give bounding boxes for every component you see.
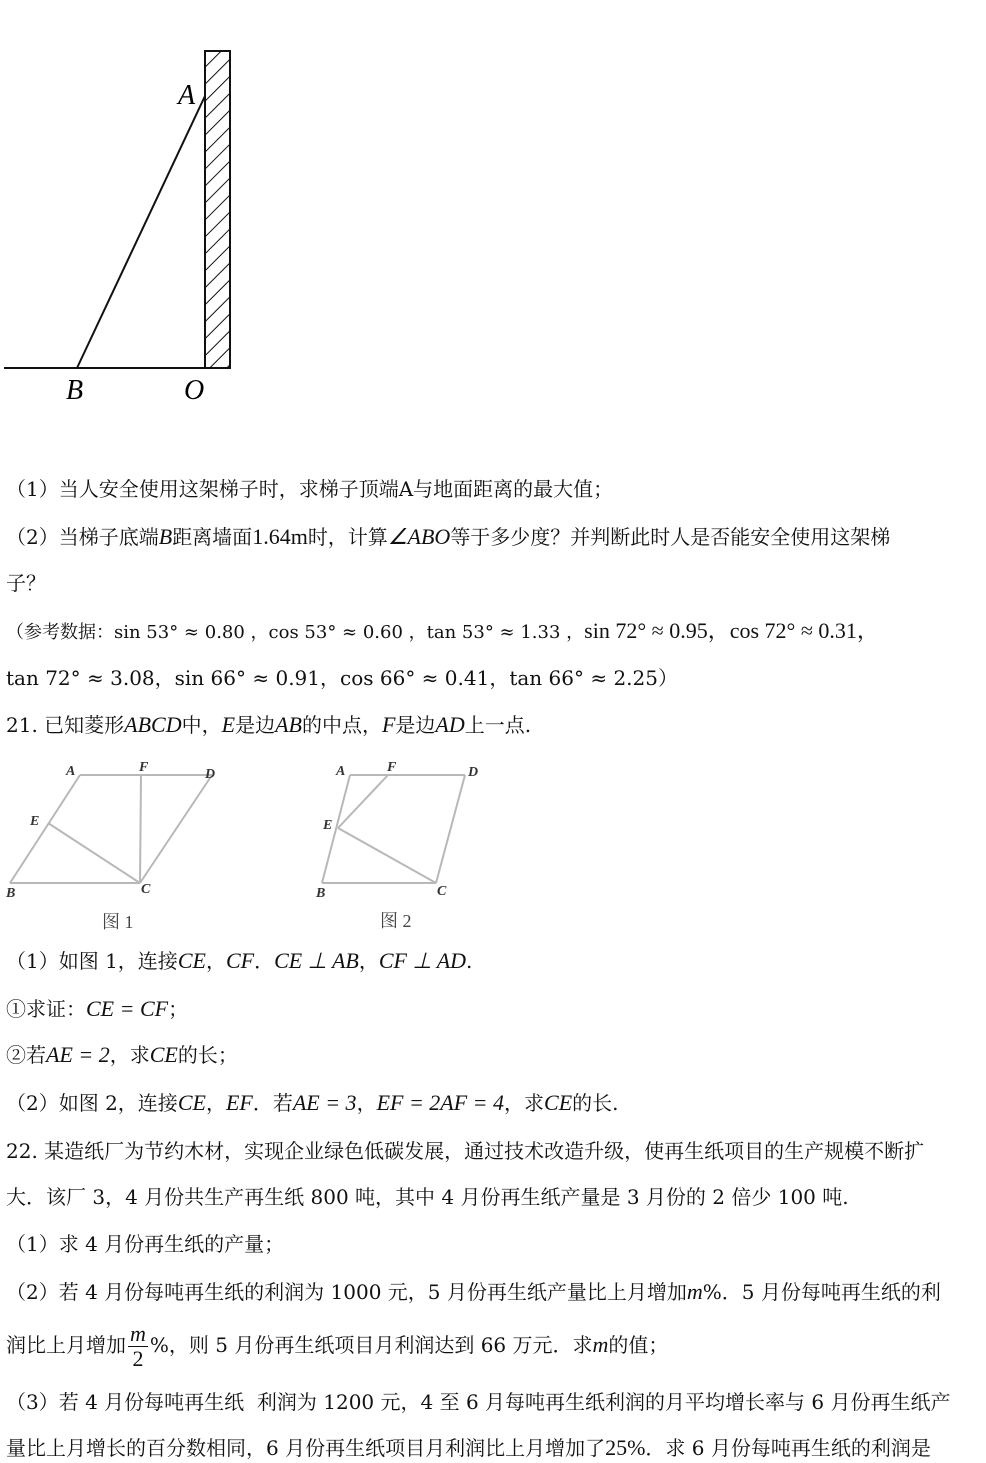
q22-part3-cont (6, 1433, 931, 1463)
text: ②若 (6, 1043, 46, 1067)
text: （2）若 4 月份每吨再生纸的利润为 1000 元，5 月份再生纸产量比上月增加 (6, 1280, 687, 1304)
math: CE ⊥ AB (274, 948, 359, 973)
ref-text: （参考数据：sin 53° ≈ 0.80 ，cos 53° ≈ 0.60 ，tan 53° ≈ 1.33 ， (6, 622, 585, 643)
q20-part2-cont: 子？ (6, 571, 46, 595)
q20-part2 (6, 522, 890, 552)
q22-part2 (6, 1277, 941, 1307)
math: CF ⊥ AD (378, 948, 467, 973)
text: 的中点， (301, 713, 382, 737)
text: ．求 6 月份每吨再生纸的利润是 (645, 1436, 931, 1460)
math: CF (225, 948, 255, 973)
label-a: A (336, 764, 346, 779)
label-b: B (6, 886, 16, 901)
text: （2）如图 2，连接 (6, 1091, 178, 1115)
text: ，求 (504, 1091, 545, 1115)
q21-part1-1 (6, 994, 188, 1024)
text: （2）当梯子底端 (6, 525, 159, 549)
math: AD (435, 712, 465, 737)
math: ABCD (124, 712, 182, 737)
text: ． (254, 949, 275, 973)
point-a-label: A (178, 80, 196, 111)
text: 润比上月增加 (6, 1333, 126, 1357)
text: ①求证： (6, 997, 86, 1021)
q22-part2-cont (6, 1322, 668, 1371)
math: 25% (605, 1435, 646, 1460)
label-c: C (141, 882, 151, 897)
q20-part1: （1）当人安全使用这架梯子时，求梯子顶端A与地面距离的最大值； (6, 477, 614, 501)
text: 的值； (608, 1333, 669, 1357)
math: B (158, 524, 173, 549)
q20-reference-2: tan 72° ≈ 3.08，sin 66° ≈ 0.91，cos 66° ≈ 0.41，tan 66° ≈ 2.25） (6, 666, 678, 690)
label-d: D (205, 767, 216, 782)
text: ， (356, 1091, 377, 1115)
numerator: m (130, 1321, 146, 1346)
math: CE (544, 1090, 573, 1115)
point-b-label: B (66, 375, 84, 406)
label-e: E (30, 814, 40, 829)
rhombus-figure-2 (310, 755, 510, 935)
text: 利润为 1200 元，4 至 6 月每吨再生纸利润的月平均增长率与 6 月份再生纸产 (256, 1390, 951, 1414)
q22-part3 (6, 1387, 950, 1417)
text: 距离墙面 (172, 525, 253, 549)
math: E (221, 712, 236, 737)
label-a: A (66, 764, 76, 779)
text: %．5 月份每吨再生纸的利 (702, 1280, 941, 1304)
ladder-figure (0, 0, 260, 420)
q21-part1 (6, 946, 472, 976)
text: ， (205, 1091, 226, 1115)
text: 是边 (235, 713, 276, 737)
math: CE (177, 1090, 206, 1115)
text: %，则 5 月份再生纸项目月利润达到 66 万元．求 (149, 1333, 593, 1357)
math: EF = 2AF = 4 (376, 1090, 505, 1115)
rhombus-figure-1 (0, 755, 240, 935)
math: EF (225, 1090, 253, 1115)
math: F (381, 712, 396, 737)
ladder-line (77, 96, 205, 368)
math: 1.64m (252, 524, 308, 549)
text: 等于多少度？并判断此时人是否能安全使用这架梯 (450, 525, 891, 549)
text: （3）若 4 月份每吨再生纸 (6, 1390, 245, 1414)
text: 上一点. (464, 713, 532, 737)
text: 21. 已知菱形 (6, 713, 125, 737)
math: CE = CF (86, 996, 169, 1021)
q22-stem-2: 大．该厂 3，4 月份共生产再生纸 800 吨，其中 4 月份再生纸产量是 3 月份的 2 倍少 100 吨. (6, 1185, 849, 1209)
text: ．若 (252, 1091, 293, 1115)
fraction-m-over-2 (128, 1322, 148, 1371)
text: . (466, 949, 473, 973)
ref-text: sin 72° ≈ 0.95，cos 72° ≈ 0.31， (584, 618, 879, 643)
text: 是边 (395, 713, 436, 737)
caption-fig2: 图 2 (380, 911, 412, 931)
text: （1）如图 1，连接 (6, 949, 178, 973)
label-c: C (437, 884, 447, 899)
text: ， (205, 949, 226, 973)
text: 中， (181, 713, 222, 737)
math: AB (275, 712, 302, 737)
q20-reference-1 (6, 616, 879, 648)
label-d: D (468, 765, 479, 780)
q22-stem-1: 22. 某造纸厂为节约木材，实现企业绿色低碳发展，通过技术改造升级，使再生纸项目的生产规模不断扩 (6, 1139, 925, 1163)
q22-part1: （1）求 4 月份再生纸的产量； (6, 1232, 285, 1256)
label-f: F (387, 760, 397, 775)
label-e: E (323, 818, 333, 833)
denominator: 2 (132, 1346, 144, 1371)
text: 量比上月增长的百分数相同，6 月份再生纸项目月利润比上月增加了 (6, 1436, 606, 1460)
label-b: B (316, 886, 326, 901)
text: ； (168, 997, 189, 1021)
q21-part1-2 (6, 1040, 238, 1070)
caption-fig1: 图 1 (102, 912, 134, 932)
math: AE = 3 (292, 1090, 357, 1115)
text: ， (358, 949, 379, 973)
wall (205, 51, 230, 368)
math: AE = 2 (46, 1042, 110, 1067)
math: m (686, 1279, 703, 1304)
q21-part2 (6, 1088, 619, 1118)
text: 时，计算 (307, 525, 388, 549)
label-f: F (139, 760, 149, 775)
text: ，求 (109, 1043, 150, 1067)
math: CE (177, 948, 206, 973)
math: ∠ABO (387, 524, 451, 549)
text: 的长； (177, 1043, 238, 1067)
math: CE (149, 1042, 178, 1067)
point-o-label: O (184, 375, 205, 406)
text: 的长. (572, 1091, 619, 1115)
q21-stem (6, 710, 531, 740)
math: m (592, 1332, 609, 1357)
